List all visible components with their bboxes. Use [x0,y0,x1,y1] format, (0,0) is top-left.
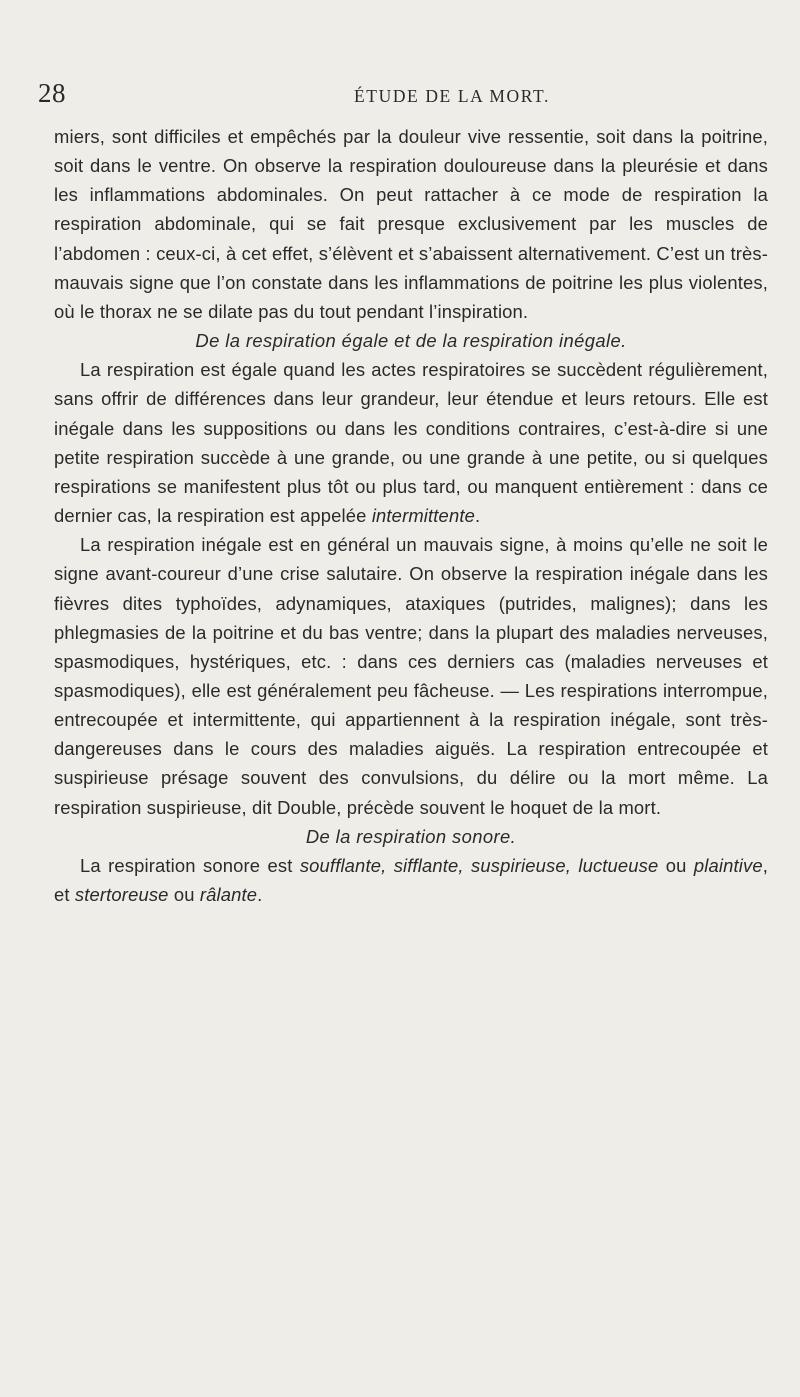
paragraph-sonorous-respiration [54,851,768,909]
paragraph-continuation: miers, sont difficiles et empêchés par la douleur vive ressentie, soit dans la poitrine, soit dans le ventre. On observe la respiration douloureuse dans la pleurésie et dans les inflammations abdominales. On peut rattacher à ce mode de respiration la respiration abdominale, qui se fait presque exclusivement par les muscles de l’abdomen : ceux-ci, à cet effet, s’élèvent et s’abaissent alternativement. C’est un très-mauvais signe que l’on constate dans les inflammations de poitrine les plus violentes, où le thorax ne se dilate pas du tout pendant l’inspiration. [54,126,768,322]
section-heading-equal-unequal: De la respiration égale et de la respiration inégale. [195,330,627,352]
page-number: 28 [38,78,66,108]
term-plaintive: plaintive [693,854,763,876]
paragraph-unequal-respiration: La respiration inégale est en général un mauvais signe, à moins qu’elle ne soit le signe avant-coureur d’une crise salutaire. On observe la respiration inégale dans les fièvres dites typhoïdes, adynamiques, ataxiques (putrides, malignes); dans les phlegmasies de la poitrine et du bas ventre; dans la plupart des maladies nerveuses, spasmodiques, hystériques, etc. : dans ces derniers cas (maladies nerveuses et spasmodiques), elle est généralement peu fâcheuse. — Les respirations interrompue, entrecoupée et intermittente, qui appartiennent à la respiration inégale, sont très-dangereuses dans le cours des maladies aiguës. La respiration entrecoupée et suspirieuse présage souvent des convulsions, du délire ou la mort même. La respiration suspirieuse, dit Double, précède souvent le hoquet de la mort. [54,534,768,818]
conjunction: ou [665,854,687,876]
paragraph-text: La respiration sonore est [80,854,293,876]
conjunction: ou [173,884,195,906]
paragraph-equal-respiration [54,355,768,530]
running-head [38,78,778,118]
paragraph-text: La respiration est égale quand les actes respiratoires se succèdent régulièrement, sans offrir de différences dans leur grandeur, leur étendue et leurs retours. Elle est inégale dans les suppositions ou dans les conditions contraires, c’est-à-dire si une petite respiration succède à une grande, ou une grande à une petite, ou si quelques respirations se manifestent plus tôt ou plus tard, ou manquent entièrement : dans ce dernier cas, la respiration est appelée [54,359,768,527]
punctuation: . [474,505,481,527]
running-title: ÉTUDE DE LA MORT. [354,86,550,106]
term-stertoreuse: stertoreuse [74,884,169,906]
term-list: soufflante, sifflante, suspirieuse, luctueuse [299,854,659,876]
body-text [54,122,768,909]
term-intermittente: intermittente [371,505,475,527]
term-ralante: râlante [199,884,258,906]
section-heading-sonorous: De la respiration sonore. [305,825,517,847]
punctuation: . [257,884,263,906]
conjunction: , et [54,854,768,906]
